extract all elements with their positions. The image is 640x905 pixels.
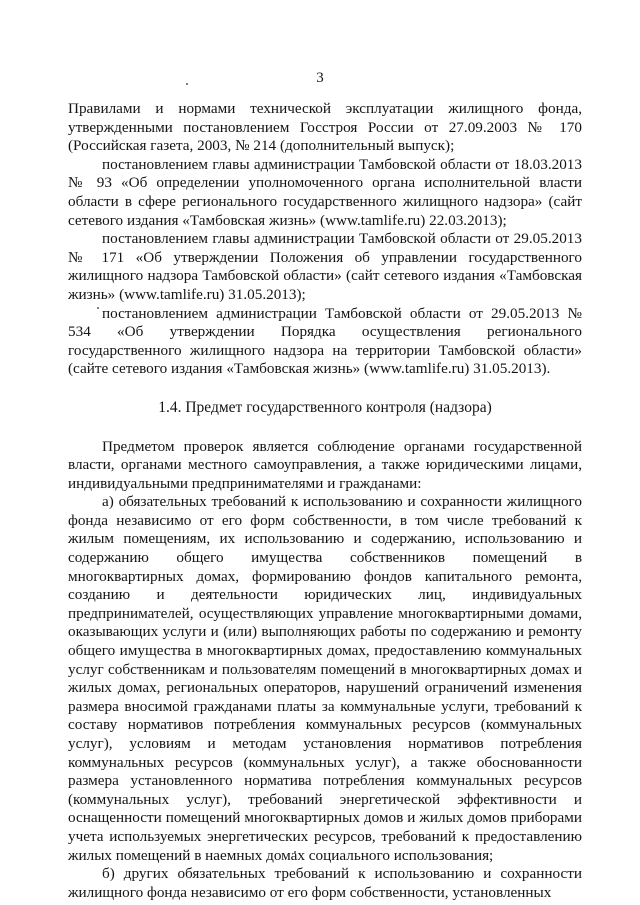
section-heading: 1.4. Предмет государственного контроля (надзора) [158, 398, 492, 416]
paragraph-housing-rules: Правилами и нормами технической эксплуатации жилищного фонда, утвержденными постановлением Госстроя России от 27.09.2003 № 170 (Российская газета, 2003, № 214 (дополнительный выпуск); [68, 100, 582, 155]
paragraph-resolution-93: постановлением главы администрации Тамбовской области от 18.03.2013 № 93 «Об определении уполномоченного органа исполнительной власти области в сфере регионального государственного жилищного надзора» (сайт сетевого издания «Тамбовская жизнь» (www.tamlife.ru) 22.03.2013); [68, 155, 582, 229]
paragraph-item-b: б) других обязательных требований к использованию и сохранности жилищного фонда независимо от его форм собственности, установленных [68, 865, 582, 901]
paragraph-resolution-171: постановлением главы администрации Тамбовской области от 29.05.2013 № 171 «Об утверждении Положения об управлении государственного жилищного надзора Тамбовской области» (сайт сетевого издания «Тамбовская жизнь» (www.tamlife.ru) 31.05.2013); [68, 230, 582, 303]
scan-speck [186, 83, 188, 85]
paragraph-item-a: а) обязательных требований к использованию и сохранности жилищного фонда независимо от его форм собственности, в том числе требований к жилым помещениям, их использованию и содержанию, использованию и содержанию общего имущества собственников помещений в многоквартирных домах, формированию фондов капитального ремонта, созданию и деятельности юридических лиц, индивидуальных предпринимателей, осуществляющих управление многоквартирными домами, оказывающих услуги и (или) выполняющих работы по содержанию и ремонту общего имущества в многоквартирных домах, предоставлению коммунальных услуг собственникам и пользователям помещений в многоквартирных домах и жилых домах, региональных операторов, нарушений ограничений изменения размера вносимой гражданами платы за коммунальные услуги, требований к составу нормативов потребления коммунальных ресурсов (коммунальных услуг), условиям и методам установления нормативов потребления коммунальных ресурсов (коммунальных услуг), а также обоснованности размера установленного норматива потребления коммунальных ресурсов (коммунальных услуг), требований энергетической эффективности и оснащенности помещений многоквартирных домов и жилых домов приборами учета используемых энергетических ресурсов, требований к предоставлению жилых помещений в наемных домах социального использования; [68, 493, 582, 864]
paragraph-resolution-534: постановлением администрации Тамбовской области от 29.05.2013 № 534 «Об утверждении Порядка осуществления регионального государственного жилищного надзора на территории Тамбовской области» (сайте сетевого издания «Тамбовская жизнь» (www.tamlife.ru) 31.05.2013). [68, 304, 582, 378]
page-number: 3 [316, 70, 324, 86]
paragraph-inspection-subject: Предметом проверок является соблюдение органами государственной власти, органами местного самоуправления, а также юридическими лицами, индивидуальными предпринимателями и гражданами: [68, 437, 582, 492]
document-body [68, 100, 582, 902]
